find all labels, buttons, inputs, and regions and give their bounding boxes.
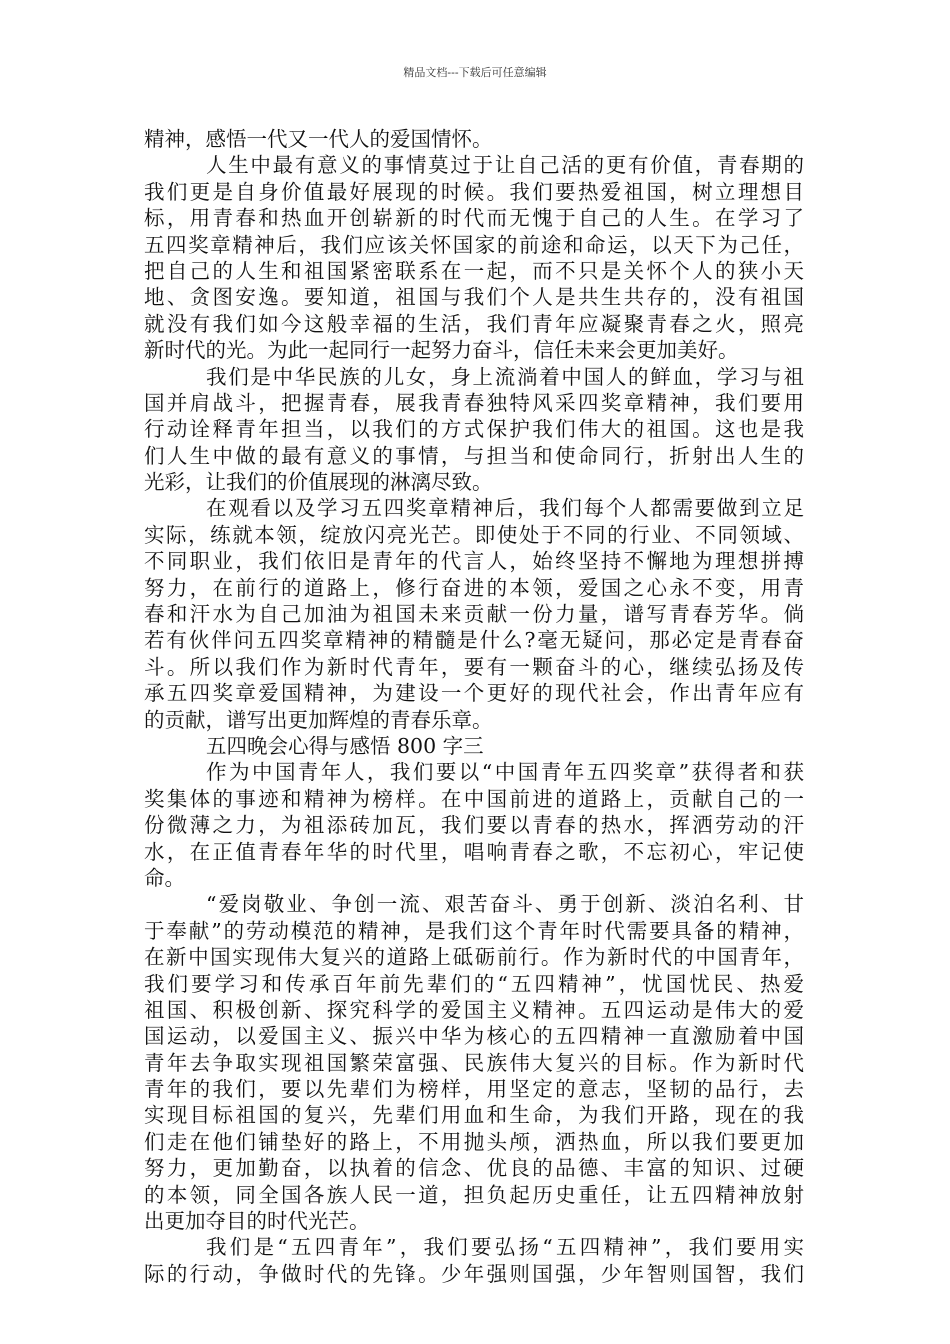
text-line: 努力，在前行的道路上，修行奋进的本领，爱国之心永不变，用青 <box>144 575 804 600</box>
text-line: 命。 <box>144 865 185 890</box>
text-line: 国运动，以爱国主义、振兴中华为核心的五四精神一直激励着中国 <box>144 1024 804 1049</box>
text-line: 行动诠释青年担当，以我们的方式保护我们伟大的祖国。这也是我 <box>144 417 804 442</box>
text-line: “爱岗敬业、争创一流、艰苦奋斗、勇于创新、淡泊名利、甘 <box>206 892 804 917</box>
text-line: 青年的我们，要以先辈们为榜样，用坚定的意志，坚韧的品行，去 <box>144 1077 804 1102</box>
text-line: 在新中国实现伟大复兴的道路上砥砺前行。作为新时代的中国青年， <box>144 945 804 970</box>
text-line: 五四晚会心得与感悟 800 字三 <box>206 733 484 758</box>
text-line: 承五四奖章爱国精神，为建设一个更好的现代社会，作出青年应有 <box>144 681 804 706</box>
text-line: 在观看以及学习五四奖章精神后，我们每个人都需要做到立足 <box>206 496 804 521</box>
text-line: 奖集体的事迹和精神为榜样。在中国前进的道路上，贡献自己的一 <box>144 786 804 811</box>
text-line: 标，用青春和热血开创崭新的时代而无愧于自己的人生。在学习了 <box>144 206 804 231</box>
text-line: 们人生中做的最有意义的事情，与担当和使命同行，折射出人生的 <box>144 443 804 468</box>
text-line: 我们更是自身价值最好展现的时候。我们要热爱祖国，树立理想目 <box>144 179 804 204</box>
text-line: 精神，感悟一代又一代人的爱国情怀。 <box>144 127 493 151</box>
text-line: 地、贪图安逸。要知道，祖国与我们个人是共生共存的，没有祖国 <box>144 285 804 310</box>
document-body <box>144 126 804 1287</box>
text-line: 五四奖章精神后，我们应该关怀国家的前途和命运，以天下为己任， <box>144 232 804 257</box>
text-line: 实际，练就本领，绽放闪亮光芒。即使处于不同的行业、不同领域、 <box>144 522 804 547</box>
text-line: 国并肩战斗，把握青春，展我青春独特风采四奖章精神，我们要用 <box>144 390 804 415</box>
text-line: 的本领，同全国各族人民一道，担负起历史重任，让五四精神放射 <box>144 1182 804 1207</box>
text-line: 新时代的光。为此一起同行一起努力奋斗，信任未来会更加美好。 <box>144 338 739 363</box>
text-line: 若有伙伴问五四奖章精神的精髓是什么?毫无疑问，那必定是青春奋 <box>144 628 804 653</box>
text-line: 于奉献”的劳动模范的精神，是我们这个青年时代需要具备的精神， <box>144 918 804 943</box>
text-line: 际的行动，争做时代的先锋。少年强则国强，少年智则国智，我们 <box>144 1261 804 1286</box>
text-line: 人生中最有意义的事情莫过于让自己活的更有价值，青春期的 <box>206 153 804 178</box>
text-line: 斗。所以我们作为新时代青年，要有一颗奋斗的心，继续弘扬及传 <box>144 654 804 679</box>
text-line: 出更加夺目的时代光芒。 <box>144 1209 370 1234</box>
text-line: 青年去争取实现祖国繁荣富强、民族伟大复兴的目标。作为新时代 <box>144 1050 804 1075</box>
text-line: 就没有我们如今这般幸福的生活，我们青年应凝聚青春之火，照亮 <box>144 311 804 336</box>
text-line: 实现目标祖国的复兴，先辈们用血和生命，为我们开路，现在的我 <box>144 1103 804 1128</box>
text-line: 祖国、积极创新、探究科学的爱国主义精神。五四运动是伟大的爱 <box>144 997 804 1022</box>
text-line: 水，在正值青春年华的时代里，唱响青春之歌，不忘初心，牢记使 <box>144 839 804 864</box>
text-line: 的贡献，谱写出更加辉煌的青春乐章。 <box>144 707 493 732</box>
text-line: 们走在他们铺垫好的路上，不用抛头颅，洒热血，所以我们要更加 <box>144 1129 804 1154</box>
text-line: 把自己的人生和祖国紧密联系在一起，而不只是关怀个人的狭小天 <box>144 258 804 283</box>
text-line: 份微薄之力，为祖添砖加瓦，我们要以青春的热水，挥洒劳动的汗 <box>144 813 804 838</box>
text-line: 我们是中华民族的儿女，身上流淌着中国人的鲜血，学习与祖 <box>206 364 804 389</box>
text-line: 不同职业，我们依旧是青年的代言人，始终坚持不懈地为理想拼搏 <box>144 549 804 574</box>
text-line: 我们要学习和传承百年前先辈们的“五四精神”，忧国忧民、热爱 <box>144 971 804 996</box>
text-line: 我们是“五四青年”，我们要弘扬“五四精神”，我们要用实 <box>206 1235 804 1260</box>
text-line: 努力，更加勤奋，以执着的信念、优良的品德、丰富的知识、过硬 <box>144 1156 804 1181</box>
text-line: 作为中国青年人，我们要以“中国青年五四奖章”获得者和获 <box>206 760 804 785</box>
text-line: 光彩，让我们的价值展现的淋漓尽致。 <box>144 470 493 495</box>
page-header: 精品文档---下载后可任意编辑 <box>403 66 547 79</box>
text-line: 春和汗水为自己加油为祖国未来贡献一份力量，谱写青春芳华。倘 <box>144 602 804 627</box>
